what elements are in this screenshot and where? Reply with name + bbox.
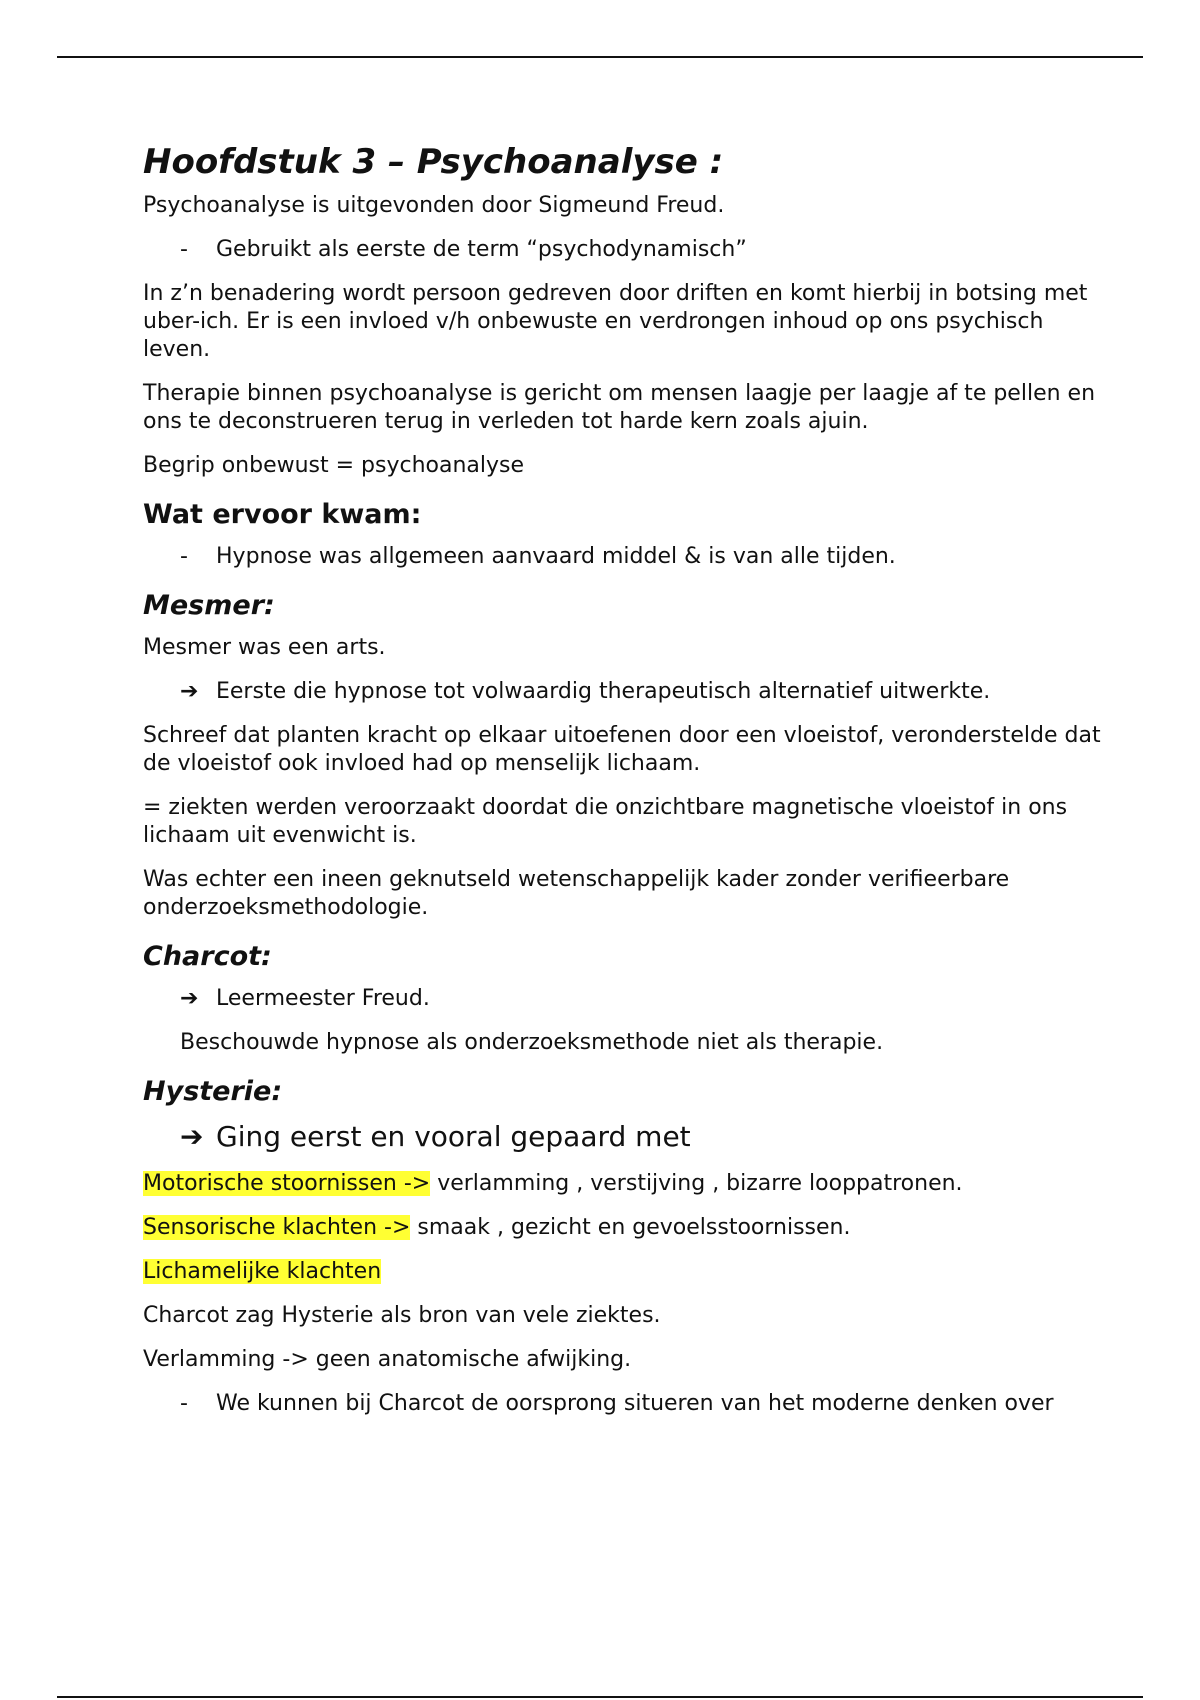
highlight-lichamelijke: Lichamelijke klachten	[143, 1259, 382, 1284]
paragraph-therapie: Therapie binnen psychoanalyse is gericht om mensen laagje per laagje af te pellen en ons te deconstrueren terug in verleden tot harde kern zoals ajuin.	[143, 381, 1096, 434]
line-motorische	[143, 1170, 1103, 1198]
arrow-text: Eerste die hypnose tot volwaardig therapeutisch alternatief uitwerkte.	[216, 679, 991, 704]
highlight-motorische: Motorische stoornissen ->	[143, 1171, 431, 1196]
arrow-text: Ging eerst en vooral gepaard met	[216, 1120, 691, 1153]
heading-wat-ervoor-kwam: Wat ervoor kwam:	[143, 499, 422, 530]
highlight-sensorische: Sensorische klachten ->	[143, 1215, 411, 1240]
dash-marker: -	[180, 1391, 188, 1416]
line-sensorische	[143, 1214, 1103, 1242]
motorische-detail: verlamming , verstijving , bizarre looppatronen.	[430, 1171, 963, 1196]
document-body	[143, 138, 1103, 1434]
paragraph-kader: Was echter een ineen geknutseld wetenschappelijk kader zonder verifieerbare onderzoeksmethodologie.	[143, 867, 1010, 920]
paragraph-driften: In z’n benadering wordt persoon gedreven door driften en komt hierbij in botsing met uber-ich. Er is een invloed v/h onbewuste en verdrongen inhoud op ons psychisch leven.	[143, 281, 1088, 362]
bullet-text: Hypnose was allgemeen aanvaard middel & is van alle tijden.	[216, 544, 896, 569]
footer-rule	[57, 1696, 1143, 1698]
page-title: Hoofdstuk 3 – Psychoanalyse :	[143, 142, 724, 182]
bullet-oorsprong	[143, 1390, 1103, 1418]
line-lichamelijke	[143, 1258, 1103, 1286]
paragraph-ziekten: = ziekten werden veroorzaakt doordat die onzichtbare magnetische vloeistof in ons lichaam uit evenwicht is.	[143, 795, 1068, 848]
dash-marker: -	[180, 544, 188, 569]
paragraph-verlamming: Verlamming -> geen anatomische afwijking.	[143, 1347, 632, 1372]
arrow-item-charcot	[143, 985, 1103, 1013]
paragraph-hypnose-onderzoek: Beschouwde hypnose als onderzoeksmethode niet als therapie.	[180, 1030, 884, 1055]
intro-text: Psychoanalyse is uitgevonden door Sigmeund Freud.	[143, 193, 725, 218]
arrow-icon: ➔	[180, 986, 199, 1011]
arrow-text: Leermeester Freud.	[216, 986, 430, 1011]
heading-charcot: Charcot:	[143, 941, 272, 972]
arrow-icon: ➔	[180, 679, 199, 704]
dash-marker: -	[180, 237, 188, 262]
arrow-item-hysterie	[143, 1120, 1103, 1154]
paragraph-bron: Charcot zag Hysterie als bron van vele ziektes.	[143, 1303, 661, 1328]
header-rule	[57, 56, 1143, 58]
arrow-item-mesmer	[143, 678, 1103, 706]
paragraph-begrip: Begrip onbewust = psychoanalyse	[143, 453, 525, 478]
heading-mesmer: Mesmer:	[143, 590, 275, 621]
bullet-text: We kunnen bij Charcot de oorsprong situeren van het moderne denken over	[216, 1391, 1054, 1416]
paragraph-planten: Schreef dat planten kracht op elkaar uitoefenen door een vloeistof, veronderstelde dat de vloeistof ook invloed had op menselijk lichaam.	[143, 723, 1101, 776]
intro-bullet	[143, 236, 1103, 264]
arrow-icon: ➔	[180, 1120, 204, 1153]
heading-hysterie: Hysterie:	[143, 1076, 283, 1107]
bullet-hypnose	[143, 543, 1103, 571]
sensorische-detail: smaak , gezicht en gevoelsstoornissen.	[410, 1215, 851, 1240]
paragraph-mesmer-arts: Mesmer was een arts.	[143, 635, 386, 660]
bullet-text: Gebruikt als eerste de term “psychodynamisch”	[216, 237, 747, 262]
